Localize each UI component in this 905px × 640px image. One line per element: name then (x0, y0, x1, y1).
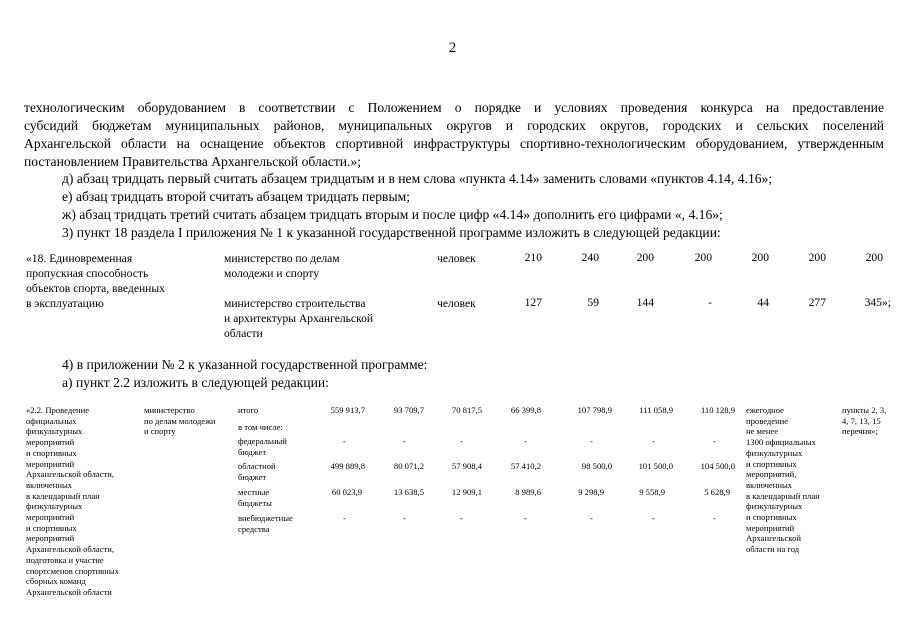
value-cell: 127 (524, 296, 542, 309)
source-line: областной (238, 461, 276, 471)
unit-cell: человек (437, 252, 476, 265)
amount-cell: 93 709,7 (393, 405, 424, 415)
source-line: бюджет (238, 446, 267, 457)
links-line: пункты 2, 3, (842, 405, 887, 415)
event-line: физкультурных (26, 426, 83, 437)
amount-cell: 107 798,9 (577, 405, 612, 415)
amount-cell: 5 628,9 (704, 487, 730, 497)
value-cell: 210 (524, 251, 542, 264)
source-federal (238, 436, 287, 457)
executor-line: молодежи и спорту (224, 267, 319, 280)
event-name (26, 405, 119, 598)
executor-line: министерство (144, 405, 195, 415)
event-line: мероприятий (26, 512, 75, 523)
value-cell: 200 (865, 251, 883, 264)
result-line: и спортивных (746, 512, 797, 523)
result-line: Архангельской (746, 533, 801, 544)
result-line: мероприятий (746, 522, 795, 533)
amount-cell: - (524, 513, 527, 523)
indicator-line: в эксплуатацию (26, 297, 104, 310)
executor-cell (224, 296, 373, 341)
amount-cell: - (460, 436, 463, 446)
executor-line: и спорту (144, 426, 176, 437)
amount-cell: 98 500,0 (581, 461, 612, 471)
source-total: итого (238, 405, 259, 415)
intro-line: технологическим оборудованием в соответствии с Положением о порядке и условиях проведения конкурса на предоставление (24, 100, 884, 115)
value-cell: 200 (636, 251, 654, 264)
result-line: 1300 официальных (746, 437, 816, 448)
amount-cell: - (713, 436, 716, 446)
amount-cell: - (652, 513, 655, 523)
value-cell: 240 (581, 251, 599, 264)
value-cell: 144 (636, 296, 654, 309)
result-line: в календарный план (746, 490, 820, 501)
event-line: Архангельской области (26, 586, 112, 597)
amount-cell: - (343, 436, 346, 446)
amount-cell: 110 128,9 (700, 405, 735, 415)
amount-cell: - (590, 513, 593, 523)
source-line: бюджеты (238, 497, 272, 508)
executor-cell (224, 251, 340, 281)
value-cell: 277 (808, 296, 826, 309)
event-line: подготовка и участие (26, 554, 104, 565)
links-line: перечня»; (842, 426, 878, 437)
event-line: Архангельской области, (26, 544, 115, 555)
result-line: проведение (746, 415, 789, 426)
item-4: 4) в приложении № 2 к указанной государственной программе: (62, 357, 428, 372)
amount-cell: 57 410,2 (510, 461, 541, 471)
event-line: включенных (26, 479, 73, 490)
amount-cell: 104 500,0 (700, 461, 735, 471)
amount-cell: 8 989,6 (515, 487, 541, 497)
executor-line: и архитектуры Архангельской (224, 312, 374, 325)
indicator-name (26, 251, 165, 311)
links-line: 4, 7, 13, 15 (842, 415, 881, 426)
result-line: и спортивных (746, 458, 797, 469)
source-line: бюджет (238, 471, 267, 482)
source-line: местные (238, 487, 270, 497)
page-number: 2 (448, 40, 457, 56)
event-line: официальных (26, 415, 77, 426)
result-line: мероприятий, (746, 469, 797, 480)
intro-line: постановлением Правительства Архангельской области.»; (24, 154, 362, 169)
amount-cell: - (403, 513, 406, 523)
indicator-line: пропускная способность (26, 267, 149, 280)
source-line: федеральный (238, 436, 287, 446)
event-line: сборных команд (26, 576, 86, 587)
indicator-line: объектов спорта, введенных (26, 282, 165, 295)
event-line: мероприятий (26, 533, 75, 544)
item-zh: ж) абзац тридцать третий считать абзацем тридцать вторым и после цифр «4.14» дополнить его цифрами «, 4.16»; (62, 207, 723, 222)
value-cell: 200 (751, 251, 769, 264)
value-cell: 200 (694, 251, 712, 264)
amount-cell: 499 889,8 (330, 461, 365, 471)
value-cell: - (708, 296, 712, 309)
amount-cell: - (524, 436, 527, 446)
source-local (238, 487, 272, 508)
value-cell: 59 (587, 296, 599, 309)
result-line: физкультурных (746, 447, 803, 458)
event-line: «2.2. Проведение (26, 405, 90, 415)
result-line: включенных (746, 479, 793, 490)
value-cell: 345»; (864, 296, 891, 309)
source-regional (238, 461, 276, 482)
intro-paragraph (24, 99, 884, 171)
result-line: физкультурных (746, 501, 803, 512)
amount-cell: - (460, 513, 463, 523)
amount-cell: 9 298,9 (578, 487, 604, 497)
amount-cell: 101 500,0 (638, 461, 673, 471)
event-line: мероприятий (26, 458, 75, 469)
amount-cell: 66 399,8 (510, 405, 541, 415)
result-line: не менее (746, 426, 779, 437)
value-cell: 44 (757, 296, 769, 309)
event-line: мероприятий (26, 437, 75, 448)
item-3: 3) пункт 18 раздела I приложения № 1 к указанной государственной программе изложить в следующей редакции: (62, 225, 721, 240)
item-d: д) абзац тридцать первый считать абзацем тридцатым и в нем слова «пункта 4.14» заменить словами «пунктов 4.14, 4.16»; (62, 171, 773, 186)
event-line: спортсменов спортивных (26, 565, 119, 576)
indicator-line: «18. Единовременная (26, 252, 133, 265)
item-a: а) пункт 2.2 изложить в следующей редакции: (62, 375, 329, 390)
event-line: и спортивных (26, 522, 77, 533)
amount-cell: - (713, 513, 716, 523)
source-extrabudget (238, 513, 293, 534)
amount-cell: 9 558,9 (639, 487, 665, 497)
amount-cell: 60 023,9 (331, 487, 362, 497)
amount-cell: - (403, 436, 406, 446)
amount-cell: 70 817,5 (451, 405, 482, 415)
item-e: е) абзац тридцать второй считать абзацем тридцать первым; (62, 189, 410, 204)
amount-cell: 111 058,9 (639, 405, 673, 415)
executor-line: по делам молодежи (144, 415, 216, 426)
amount-cell: 559 913,7 (330, 405, 365, 415)
intro-line: субсидий бюджетам муниципальных районов, муниципальных округов и городских округов, городских и сельских поселений (24, 118, 884, 133)
unit-cell: человек (437, 297, 476, 310)
result-cell (746, 405, 820, 555)
value-cell: 200 (808, 251, 826, 264)
source-including: в том числе: (238, 422, 283, 432)
amount-cell: 57 908,4 (451, 461, 482, 471)
source-line: внебюджетные (238, 513, 293, 523)
intro-line: Архангельской области на оснащение объектов спортивной инфраструктуры спортивно-технологическим оборудованием, утвержденным (24, 136, 884, 151)
amount-cell: - (343, 513, 346, 523)
amount-cell: - (652, 436, 655, 446)
amount-cell: 80 071,2 (393, 461, 424, 471)
executor-line: области (224, 327, 263, 340)
amount-cell: 12 909,1 (451, 487, 482, 497)
event-line: в календарный план (26, 490, 100, 501)
amount-cell: - (590, 436, 593, 446)
executor-line: министерство строительства (224, 297, 366, 310)
source-line: средства (238, 523, 270, 534)
links-cell (842, 405, 886, 437)
executor-line: министерство по делам (224, 252, 340, 265)
event-line: Архангельской области, (26, 469, 115, 480)
result-line: ежегодное (746, 405, 785, 415)
result-line: области на год (746, 544, 800, 555)
amount-cell: 13 638,5 (393, 487, 424, 497)
event-line: и спортивных (26, 447, 77, 458)
event-line: физкультурных (26, 501, 83, 512)
executor-cell (144, 405, 216, 437)
